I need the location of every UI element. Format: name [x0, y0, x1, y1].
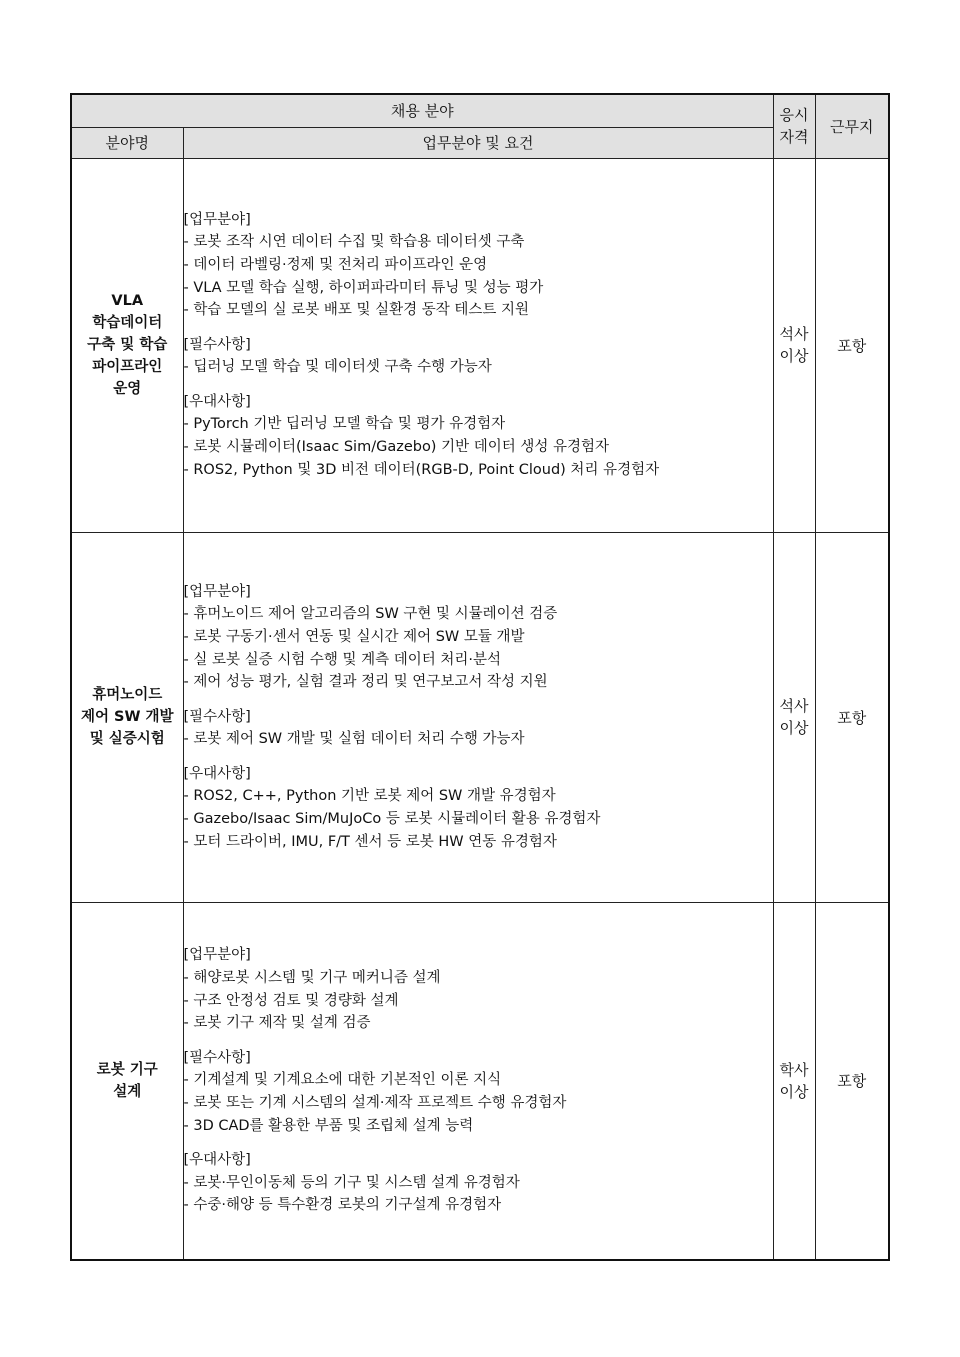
location-cell: 포항: [815, 532, 889, 902]
list-item: - PyTorch 기반 딥러닝 모델 학습 및 평가 유경험자: [183, 416, 506, 433]
list-item: - 딥러닝 모델 학습 및 데이터셋 구축 수행 가능자: [183, 359, 492, 376]
required-section: [184, 1047, 773, 1137]
qualification-l2: 이상: [779, 347, 809, 365]
duties-section: [184, 944, 773, 1034]
list-item: - 해양로봇 시스템 및 기구 메커니즘 설계: [183, 970, 441, 987]
field-name-cell: [71, 158, 183, 532]
table-row: [71, 158, 889, 532]
list-item: - VLA 모델 학습 실행, 하이퍼파라미터 튜닝 및 성능 평가: [183, 279, 544, 296]
list-item: - 휴머노이드 제어 알고리즘의 SW 구현 및 시뮬레이션 검증: [183, 606, 558, 623]
list-item: - 제어 성능 평가, 실험 결과 정리 및 연구보고서 작성 지원: [183, 674, 548, 691]
field-name-cell: [71, 902, 183, 1260]
list-item: - ROS2, C++, Python 기반 로봇 제어 SW 개발 유경험자: [183, 788, 556, 805]
required-section: [184, 334, 773, 379]
table-row: [71, 532, 889, 902]
list-item: - 모터 드라이버, IMU, F/T 센서 등 로봇 HW 연동 유경험자: [183, 833, 557, 850]
field-name-header: 분야명: [71, 127, 183, 158]
qualification-l1: 학사: [779, 1060, 809, 1079]
list-item: - 로봇 제어 SW 개발 및 실험 데이터 처리 수행 가능자: [183, 731, 525, 748]
duties-header: 업무분야 및 요건: [183, 127, 773, 158]
list-item: - 3D CAD를 활용한 부품 및 조립체 설계 능력: [183, 1117, 474, 1134]
list-item: - 구조 안정성 검토 및 경량화 설계: [183, 992, 399, 1009]
list-item: - 로봇 또는 기계 시스템의 설계·제작 프로젝트 수행 유경험자: [183, 1095, 567, 1112]
field-name-line: 구축 및 학습: [87, 337, 168, 353]
recruit-field-header: 채용 분야: [71, 94, 773, 127]
qualification-header-l2: 자격: [779, 128, 809, 147]
field-name-line: 및 실증시험: [89, 731, 165, 747]
section-title: [우대사항]: [183, 1152, 251, 1169]
list-item: - 수중·해양 등 특수환경 로봇의 기구설계 유경험자: [183, 1197, 502, 1214]
qualification-l1: 석사: [779, 697, 809, 715]
list-item: - 학습 모델의 실 로봇 배포 및 실환경 동작 테스트 지원: [183, 302, 529, 319]
list-item: - 데이터 라벨링·정제 및 전처리 파이프라인 운영: [183, 256, 488, 273]
section-title: [필수사항]: [183, 708, 251, 725]
list-item: - 실 로봇 실증 시험 수행 및 계측 데이터 처리·분석: [183, 651, 501, 668]
section-title: [업무분야]: [183, 583, 251, 600]
section-title: [필수사항]: [183, 336, 251, 353]
section-title: [우대사항]: [183, 393, 251, 410]
recruitment-table: [70, 93, 890, 1261]
field-name-line: 파이프라인: [92, 359, 163, 375]
list-item: - 기계설계 및 기계요소에 대한 기본적인 이론 지식: [183, 1072, 502, 1089]
qualification-l2: 이상: [779, 719, 809, 737]
list-item: - 로봇 시뮬레이터(Isaac Sim/Gazebo) 기반 데이터 생성 유경험자: [183, 439, 609, 456]
list-item: - ROS2, Python 및 3D 비전 데이터(RGB-D, Point Cloud) 처리 유경험자: [183, 461, 660, 478]
duties-cell: [183, 532, 773, 902]
location-cell: 포항: [815, 902, 889, 1260]
list-item: - 로봇 구동기·센서 연동 및 실시간 제어 SW 모듈 개발: [183, 628, 525, 645]
qualification-header: [773, 94, 815, 158]
list-item: - 로봇 기구 제작 및 설계 검증: [183, 1015, 371, 1032]
field-name-line: 휴머노이드: [92, 687, 163, 703]
work-location-header: 근무지: [815, 94, 889, 158]
section-title: [우대사항]: [183, 765, 251, 782]
list-item: - Gazebo/Isaac Sim/MuJoCo 등 로봇 시뮬레이터 활용 유경험자: [183, 811, 601, 828]
section-title: [업무분야]: [183, 947, 251, 964]
qualification-l2: 이상: [779, 1082, 809, 1101]
field-name-cell: [71, 532, 183, 902]
preferred-section: [184, 391, 773, 481]
section-title: [업무분야]: [183, 211, 251, 228]
section-title: [필수사항]: [183, 1049, 251, 1066]
qualification-header-l1: 응시: [779, 106, 809, 125]
list-item: - 로봇 조작 시연 데이터 수집 및 학습용 데이터셋 구축: [183, 234, 525, 251]
preferred-section: [184, 1149, 773, 1217]
duties-cell: [183, 902, 773, 1260]
table-row: [71, 902, 889, 1260]
duties-section: [184, 581, 773, 694]
list-item: - 로봇·무인이동체 등의 기구 및 시스템 설계 유경험자: [183, 1174, 520, 1191]
duties-section: [184, 209, 773, 322]
field-name-line: VLA: [111, 293, 144, 309]
field-name-line: 운영: [113, 381, 142, 397]
preferred-section: [184, 763, 773, 853]
qualification-cell: [773, 158, 815, 532]
required-section: [184, 706, 773, 751]
field-name-line: 로봇 기구: [96, 1061, 158, 1078]
qualification-cell: [773, 532, 815, 902]
duties-cell: [183, 158, 773, 532]
location-cell: 포항: [815, 158, 889, 532]
qualification-cell: [773, 902, 815, 1260]
qualification-l1: 석사: [779, 325, 809, 343]
field-name-line: 학습데이터: [92, 315, 163, 331]
field-name-line: 설계: [113, 1083, 142, 1100]
field-name-line: 제어 SW 개발: [80, 709, 174, 725]
